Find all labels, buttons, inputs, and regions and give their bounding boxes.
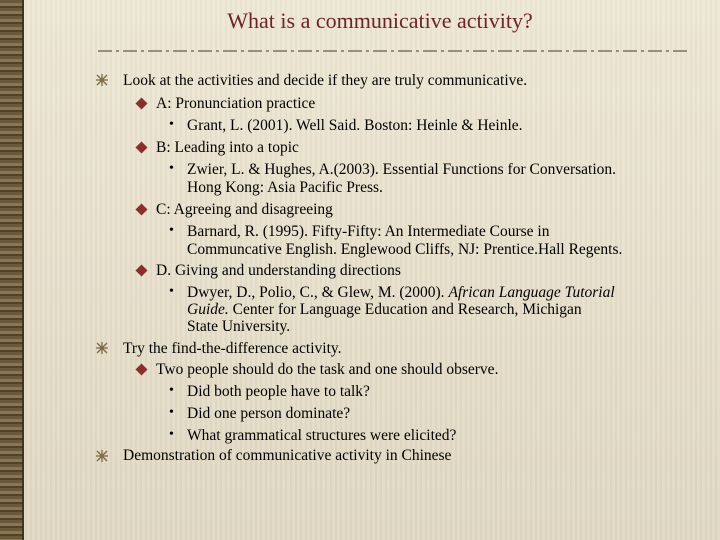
list-item-level3-continuation: Hong Kong: Asia Pacific Press. (187, 179, 383, 196)
list-item-level2: C: Agreeing and disagreeing (156, 201, 333, 218)
list-item-level3: Barnard, R. (1995). Fifty-Fifty: An Intermediate Course in (187, 223, 550, 240)
list-item-level1: Look at the activities and decide if they are truly communicative. (123, 72, 528, 89)
list-item-level3: Did one person dominate? (187, 405, 351, 422)
list-item-level3-continuation: State University. (187, 318, 291, 335)
citation-title: African Language Tutorial (448, 284, 615, 301)
slide-title: What is a communicative activity? (227, 8, 533, 33)
diamond-bullet-icon (135, 97, 148, 110)
list-item-level3: Did both people have to talk? (187, 383, 370, 400)
dot-bullet-icon: • (169, 284, 174, 299)
list-item-level3 (187, 284, 615, 302)
diamond-bullet-icon (135, 141, 148, 154)
dot-bullet-icon: • (169, 223, 174, 238)
cross-hatch-bullet-icon (95, 449, 109, 463)
list-item-level3-continuation: Communcative English. Englewood Cliffs, NJ: Prentice.Hall Regents. (187, 241, 623, 258)
list-item-level2: Two people should do the task and one should observe. (156, 361, 499, 378)
decorative-border-strip (0, 0, 24, 540)
list-item-level1: Demonstration of communicative activity in Chinese (123, 447, 452, 464)
cross-hatch-bullet-icon (95, 341, 109, 355)
dot-bullet-icon: • (169, 383, 174, 398)
dot-bullet-icon: • (169, 427, 174, 442)
list-item-level3: What grammatical structures were elicited? (187, 427, 457, 444)
cross-hatch-bullet-icon (95, 73, 109, 87)
list-item-level3: Grant, L. (2001). Well Said. Boston: Heinle & Heinle. (187, 117, 523, 134)
citation-authors: Dwyer, D., Polio, C., & Glew, M. (2000). (187, 284, 449, 301)
list-item-level3-continuation (187, 301, 582, 319)
dot-bullet-icon: • (169, 161, 174, 176)
citation-publisher: Center for Language Education and Research, Michigan (228, 301, 582, 318)
diamond-bullet-icon (135, 363, 148, 376)
title-divider-rule (98, 48, 690, 54)
dot-bullet-icon: • (169, 405, 174, 420)
citation-title-end: Guide. (187, 301, 229, 318)
list-item-level3: Zwier, L. & Hughes, A.(2003). Essential Functions for Conversation. (187, 161, 617, 178)
list-item-level2: A: Pronunciation practice (156, 95, 316, 112)
list-item-level2: B: Leading into a topic (156, 139, 299, 156)
list-item-level2: D. Giving and understanding directions (156, 262, 401, 279)
diamond-bullet-icon (135, 264, 148, 277)
diamond-bullet-icon (135, 203, 148, 216)
dot-bullet-icon: • (169, 117, 174, 132)
list-item-level1: Try the find-the-difference activity. (123, 340, 342, 357)
